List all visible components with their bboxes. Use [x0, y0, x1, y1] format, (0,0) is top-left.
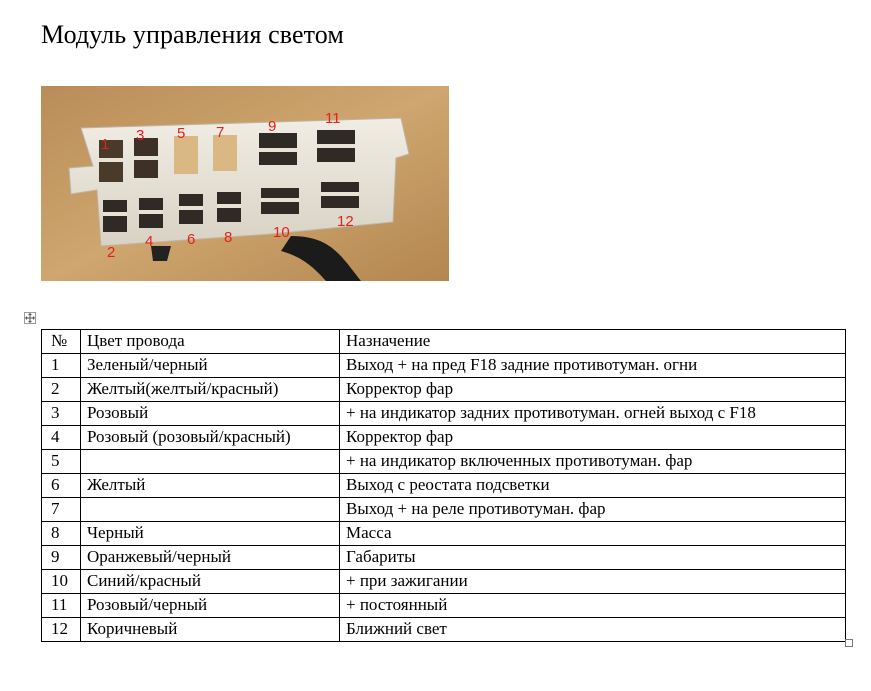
row-purpose: Выход + на пред F18 задние противотуман. огни — [340, 354, 846, 378]
row-purpose: Корректор фар — [340, 426, 846, 450]
row-wire-color: Розовый (розовый/красный) — [81, 426, 340, 450]
row-number: 4 — [42, 426, 81, 450]
row-number: 8 — [42, 522, 81, 546]
pin-label-6: 6 — [187, 231, 196, 248]
pin-label-2: 2 — [107, 244, 116, 261]
page-title: Модуль управления светом — [41, 20, 344, 49]
row-number: 6 — [42, 474, 81, 498]
row-number: 11 — [42, 594, 81, 618]
wire-table — [41, 329, 846, 642]
row-wire-color — [81, 498, 340, 522]
row-number: 9 — [42, 546, 81, 570]
row-purpose: Выход с реостата подсветки — [340, 474, 846, 498]
row-purpose: Габариты — [340, 546, 846, 570]
row-number: 2 — [42, 378, 81, 402]
pin-label-1: 1 — [101, 136, 110, 153]
header-number: № — [42, 330, 81, 354]
row-number: 10 — [42, 570, 81, 594]
table-row — [42, 474, 846, 498]
pin-label-5: 5 — [177, 125, 186, 142]
pin-label-3: 3 — [136, 127, 145, 144]
pin-label-8: 8 — [224, 229, 233, 246]
row-number: 7 — [42, 498, 81, 522]
row-wire-color: Коричневый — [81, 618, 340, 642]
row-wire-color: Черный — [81, 522, 340, 546]
row-number: 3 — [42, 402, 81, 426]
pin-label-9: 9 — [268, 118, 277, 135]
move-icon — [25, 313, 35, 323]
table-row — [42, 570, 846, 594]
row-number: 12 — [42, 618, 81, 642]
table-move-handle[interactable] — [24, 312, 36, 324]
table-header-row — [42, 330, 846, 354]
row-wire-color: Синий/красный — [81, 570, 340, 594]
table-row — [42, 522, 846, 546]
row-wire-color: Зеленый/черный — [81, 354, 340, 378]
row-wire-color: Оранжевый/черный — [81, 546, 340, 570]
row-purpose: Корректор фар — [340, 378, 846, 402]
row-purpose: Выход + на реле противотуман. фар — [340, 498, 846, 522]
row-number: 1 — [42, 354, 81, 378]
table-row — [42, 402, 846, 426]
row-purpose: + постоянный — [340, 594, 846, 618]
table-row — [42, 498, 846, 522]
table-row — [42, 546, 846, 570]
pin-label-4: 4 — [145, 233, 154, 250]
row-number: 5 — [42, 450, 81, 474]
pin-label-12: 12 — [337, 213, 354, 230]
row-purpose: + на индикатор включенных противотуман. фар — [340, 450, 846, 474]
row-wire-color — [81, 450, 340, 474]
table-row — [42, 354, 846, 378]
header-wire-color: Цвет провода — [81, 330, 340, 354]
pin-label-11: 11 — [325, 110, 341, 127]
pin-label-10: 10 — [273, 224, 290, 241]
row-wire-color: Желтый — [81, 474, 340, 498]
table-row — [42, 594, 846, 618]
table-row — [42, 378, 846, 402]
table-row — [42, 450, 846, 474]
pin-label-7: 7 — [216, 124, 225, 141]
row-purpose: + на индикатор задних противотуман. огней выход с F18 — [340, 402, 846, 426]
header-purpose: Назначение — [340, 330, 846, 354]
connector-photo — [41, 86, 449, 281]
row-wire-color: Желтый(желтый/красный) — [81, 378, 340, 402]
row-purpose: Ближний свет — [340, 618, 846, 642]
table-row — [42, 618, 846, 642]
table-row — [42, 426, 846, 450]
table-end-mark — [845, 639, 853, 647]
row-purpose: Масса — [340, 522, 846, 546]
row-purpose: + при зажигании — [340, 570, 846, 594]
row-wire-color: Розовый/черный — [81, 594, 340, 618]
row-wire-color: Розовый — [81, 402, 340, 426]
